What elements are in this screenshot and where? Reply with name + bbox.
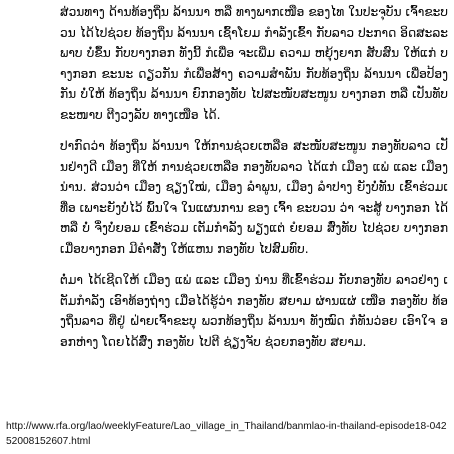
paragraph-3: ຕໍ່ມາ ໄດ້ເຊີດໃຫ້ ເມືອງ ແພ່ ແລະ ເມືອງ ນ່ານ ທີ່ເຂົ້າຮ່ວມ ກັບກອງທັບ ລາວຢ່າງ ເຕັມກຳລັງ ເອົາທ້ອງຖ່າງ ເມື່ອໄດ້ຮູ້ວ່າ ກອງທັບ ສຍາມ ຜ່ານແຜ່ ເໜືອ ກອງທັບ ທ້ອງຖິ່ນລາວ ທີ່ຢູ່ ຝ່າຍເຈົ້າຂະບຸ ພວກທ້ອງຖິ່ນ ລ້ານນາ ທັງໝົດ ກໍທັນວ່ອຍ ເອົາໃຈ ອອກຫ່າງ ໂດຍໄດ້ສົ່ງ ກອງທັບ ໄປຕີ ຊ່ຽງຈັບ ຊ່ວຍກອງທັບ ສຍາມ. xyxy=(60,273,448,349)
paragraph-2: ປາກົດວ່າ ທ້ອງຖິ່ນ ລ້ານນາ ໃຫ້ການຊ່ວຍເຫລືອ ສະໜັບສະໜູນ ກອງທັບລາວ ເປັນຢ່າງດີ ເມືອງ ທີ່ໃຫ້ ການຊ່ວຍເຫລືອ ກອງທັບລາວ ໄດ້ແກ່ ເມືອງ ແພ່ ແລະ ເມືອງ ນ່ານ. ສ່ວນວ່າ ເມືອງ ຊຽງໃໝ່, ເມືອງ ລຳພູນ, ເມືອງ ລຳປາງ ຍັງບໍ່ທັນ ເຂົ້າຮ່ວມເທື່ອ ເພາະຍັງບໍ່ໄວ້ ພົ້ນໃຈ ໃນແຜນການ ຂອງ ເຈົ້າ ຂະບວນ ວ່າ ຈະສູ້ ບາງກອກ ໄດ້ ຫລື ບໍ່ ຈຶ່ງບໍ່ຍອມ ເຂົ້າຮ່ວມ ເຕັມກຳລັງ ພຽງແຕ່ ຍໍຍອມ ສົ່ງທັບ ໄປຊ່ວຍ ບາງກອກ ເມື່ອບາງກອກ ມີຄຳສັ່ງ ໃຫ້ແຫນ ກອງທັບ ໄປສົມທົບ. xyxy=(60,139,452,256)
article-body xyxy=(60,2,452,363)
source-url[interactable]: http://www.rfa.org/lao/weeklyFeature/Lao_village_in_Thailand/banmlao-in-thailand-episode18-04252008152607.html xyxy=(6,421,447,447)
paragraph-1: ສ່ວນທາງ ດ້ານທ້ອງຖິ່ນ ລ້ານນາ ຫລື ທາງພາກເໜືອ ຂອງໄທ ໃນປະຈຸບັນ ເຈົ້າຂະບວນ ໄດ້ໄປຊ່ວຍ ທ້ອງຖິ່ນ ລ້ານນາ ເຊົ້າໂຍມ ກຳລັງເຂົ້າ ກັບລາວ ປະກາດ ອິດສະລະພາບ ບໍ່ຂຶ້ນ ກັບບາງກອກ ທັງນີ້ ກໍເພື່ອ ຈະເພີ່ມ ຄວາມ ຫຍຸ້ງຍາກ ສັບສົນ ໃຫ້ແກ່ ບາງກອກ ຂະນະ ດຽວກັນ ກໍເພື່ອສ້າງ ຄວາມສຳພັນ ກັບທ້ອງຖິ່ນ ລ້ານນາ ເພື່ອປ້ອງກັນ ບໍ່ໃຫ້ ທ້ອງຖິ່ນ ລ້ານນາ ຍົກກອງທັບ ໄປສະໜັບສະໜູນ ບາງກອກ ຫລື ເປັນທັບ ຂະໜາບ ຕີງວງລັບ ທາງເໜືອ ໄດ້. xyxy=(60,5,452,122)
